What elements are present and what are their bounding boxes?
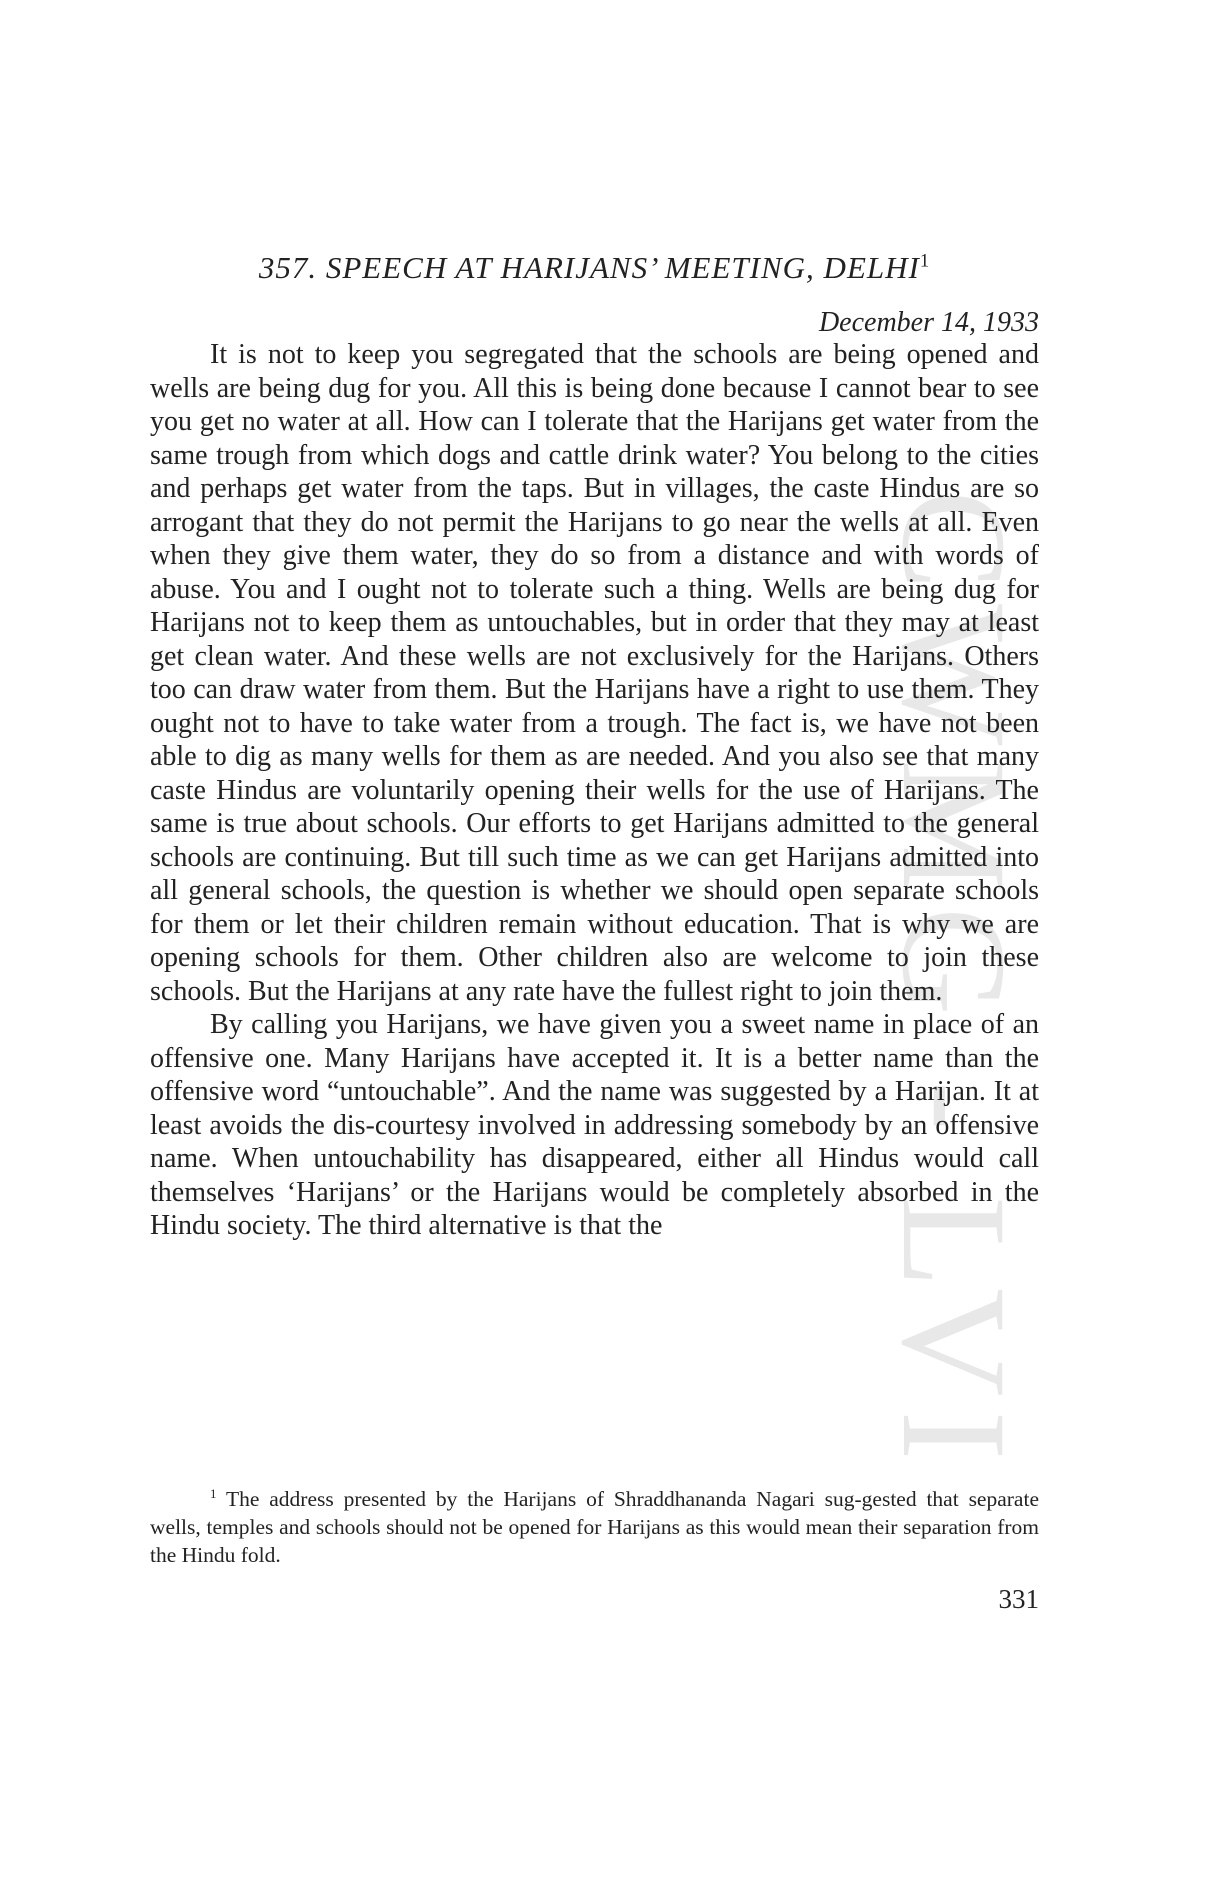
- heading-text: 357. SPEECH AT HARIJANS’ MEETING, DELHI: [258, 250, 920, 285]
- document-date: December 14, 1933: [818, 307, 1039, 338]
- body-paragraph-1: It is not to keep you segregated that the schools are being opened and wells are being dug for you. All this is being done because I cannot bear to see you get no water at all. How can I tolerate that the Harijans get water from the same trough from which dogs and cattle drink water? You belong to the cities and perhaps get water from the taps. But in villages, the caste Hindus are so arrogant that they do not permit the Harijans to go near the wells at all. Even when they give them water, they do so from a distance and with words of abuse. You and I ought not to tolerate such a thing. Wells are being dug for Harijans not to keep them as untouchables, but in order that they may at least get clean water. And these wells are not exclusively for the Harijans. Others too can draw water from them. But the Harijans have a right to use them. They ought not to have to take water from a trough. The fact is, we have not been able to dig as many wells for them as are needed. And you also see that many caste Hindus are voluntarily opening their wells for the use of Harijans. The same is true about schools. Our efforts to get Harijans admitted to the general schools are continuing. But till such time as we can get Harijans admitted into all general schools, the question is whether we should open separate schools for them or let their children remain without education. That is why we are opening schools for them. Other children also are welcome to join these schools. But the Harijans at any rate have the fullest right to join them.: [150, 339, 1039, 1007]
- footnote: [150, 1480, 1039, 1569]
- footnote-text: The address presented by the Harijans of Shraddhananda Nagari sug-gested that separate wells, temples and schools should not be opened for Harijans as this would mean their separation from the Hindu fold.: [150, 1487, 1039, 1568]
- document-heading: [150, 250, 1039, 286]
- page-number: 331: [998, 1584, 1039, 1614]
- heading-footnote-marker: 1: [919, 250, 931, 272]
- main-content: [150, 250, 1039, 1475]
- body-paragraph-2: By calling you Harijans, we have given you a sweet name in place of an offensive one. Many Harijans have accepted it. It is a better name than the offensive word “untouchable”. And the name was suggested by a Harijan. It at least avoids the dis-courtesy involved in addressing somebody by an offensive name. When untouchability has disappeared, either all Hindus would call themselves ‘Harijans’ or the Harijans would be completely absorbed in the Hindu society. The third alternative is that the: [150, 1009, 1039, 1241]
- footnote-marker: 1: [210, 1487, 217, 1501]
- watermark: CWMG - LVI: [871, 490, 1037, 1475]
